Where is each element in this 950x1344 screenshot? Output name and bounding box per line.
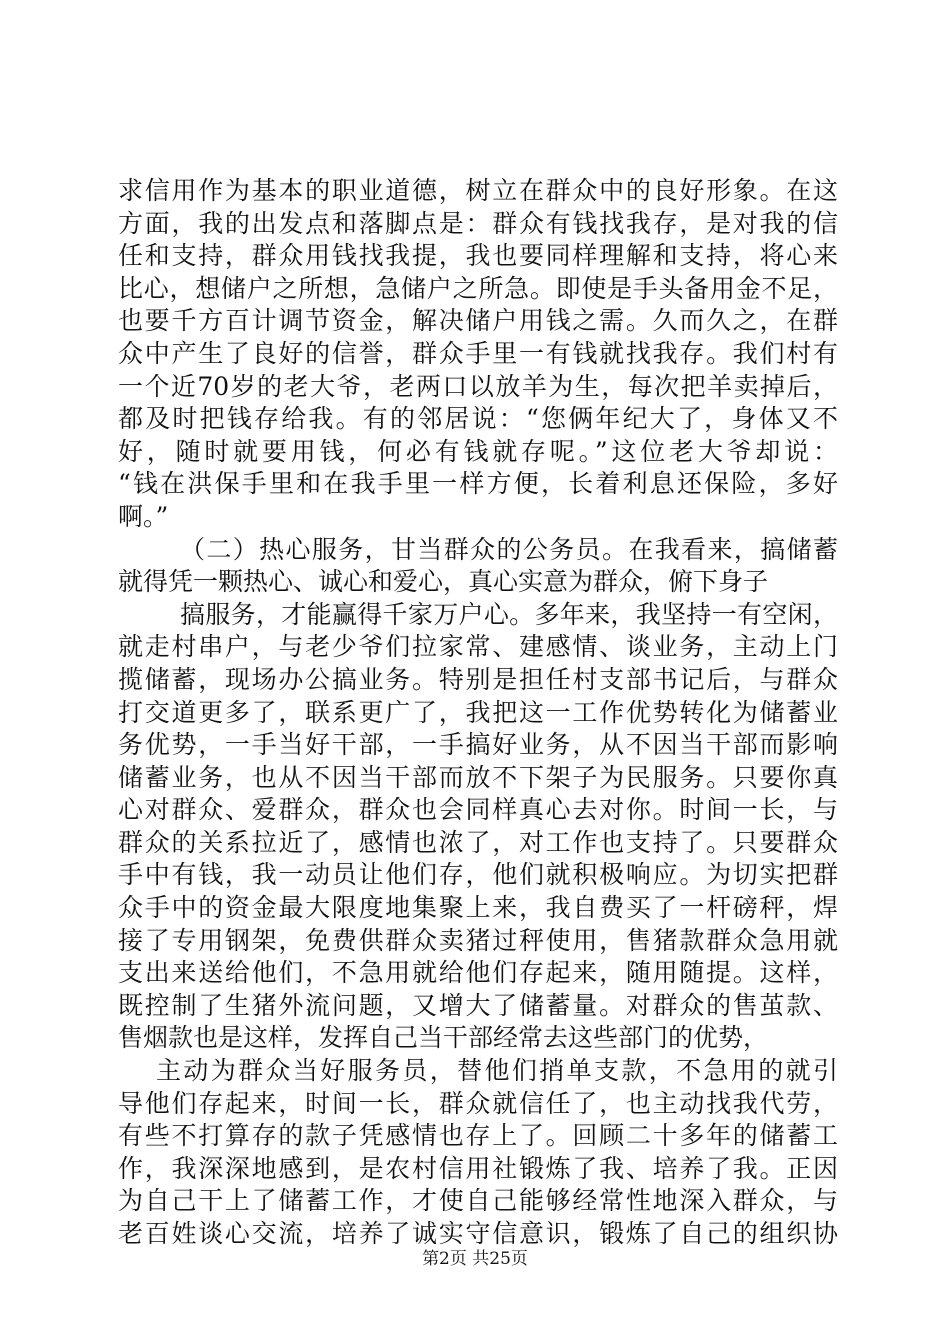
body-line: 售烟款也是这样，发挥自己当干部经常去这些部门的优势， bbox=[118, 1023, 769, 1053]
body-line: 搞服务，才能赢得千家万户心。多年来，我坚持一有空闲， bbox=[180, 599, 838, 629]
body-line: 就得凭一颗热心、诚心和爱心，真心实意为群众，俯下身子 bbox=[118, 567, 769, 597]
body-line: 揽储蓄，现场办公搞业务。特别是担任村支部书记后，与群众 bbox=[118, 664, 838, 694]
body-line: 方面，我的出发点和落脚点是：群众有钱找我存，是对我的信 bbox=[118, 208, 838, 238]
body-line: 打交道更多了，联系更广了，我把这一工作优势转化为储蓄业 bbox=[118, 697, 838, 727]
document-body bbox=[118, 175, 838, 1251]
body-line: 众手中的资金最大限度地集聚上来，我自费买了一杆磅秤，焊 bbox=[118, 893, 838, 923]
body-line: 务优势，一手当好干部，一手搞好业务，从不因当干部而影响 bbox=[118, 730, 838, 760]
body-line: 任和支持，群众用钱找我提，我也要同样理解和支持，将心来 bbox=[118, 241, 838, 271]
body-line: 求信用作为基本的职业道德，树立在群众中的良好形象。在这 bbox=[118, 176, 838, 205]
body-line: 储蓄业务，也从不因当干部而放不下架子为民服务。只要你真 bbox=[118, 762, 838, 792]
body-line: 好，随时就要用钱，何必有钱就存呢。”这位老大爷却说： bbox=[118, 436, 838, 466]
body-line: 既控制了生猪外流问题，又增大了储蓄量。对群众的售茧款、 bbox=[118, 990, 838, 1020]
body-line: 老百姓谈心交流，培养了诚实守信意识，锻炼了自己的组织协 bbox=[118, 1219, 838, 1248]
body-line: 众中产生了良好的信誉，群众手里一有钱就找我存。我们村有 bbox=[118, 338, 838, 368]
body-line: 群众的关系拉近了，感情也浓了，对工作也支持了。只要群众 bbox=[118, 827, 838, 857]
body-line: 有些不打算存的款子凭感情也存上了。回顾二十多年的储蓄工 bbox=[118, 1121, 838, 1151]
body-line: 手中有钱，我一动员让他们存，他们就积极响应。为切实把群 bbox=[118, 860, 838, 890]
body-line: 就走村串户，与老少爷们拉家常、建感情、谈业务，主动上门 bbox=[118, 632, 838, 662]
body-line: 作，我深深地感到，是农村信用社锻炼了我、培养了我。正因 bbox=[118, 1153, 838, 1183]
body-line: 啊。” bbox=[118, 501, 169, 531]
body-line: 也要千方百计调节资金，解决储户用钱之需。久而久之，在群 bbox=[118, 306, 838, 336]
body-line: 都及时把钱存给我。有的邻居说：“您俩年纪大了，身体又不 bbox=[118, 404, 838, 434]
body-line: 支出来送给他们，不急用就给他们存起来，随用随提。这样， bbox=[118, 958, 838, 988]
body-line: 为自己干上了储蓄工作，才使自己能够经常性地深入群众，与 bbox=[118, 1186, 838, 1216]
section-heading-line: （二）热心服务，甘当群众的公务员。在我看来，搞储蓄 bbox=[180, 534, 838, 564]
body-line: “钱在洪保手里和在我手里一样方便，长着利息还保险，多好 bbox=[118, 469, 838, 499]
body-line: 接了专用钢架，免费供群众卖猪过秤使用，售猪款群众急用就 bbox=[118, 925, 838, 955]
body-line: 比心，想储户之所想，急储户之所急。即使是手头备用金不足， bbox=[118, 273, 838, 303]
body-line: 导他们存起来，时间一长，群众就信任了，也主动找我代劳， bbox=[118, 1088, 838, 1118]
page-footer bbox=[0, 1244, 950, 1269]
body-line: 主动为群众当好服务员，替他们捎单支款，不急用的就引 bbox=[156, 1056, 838, 1086]
body-line: 一个近70岁的老大爷，老两口以放羊为生，每次把羊卖掉后， bbox=[118, 371, 838, 401]
page-number-label: 第2页 共25页 bbox=[422, 1249, 528, 1269]
body-line: 心对群众、爱群众，群众也会同样真心去对你。时间一长，与 bbox=[118, 795, 838, 825]
